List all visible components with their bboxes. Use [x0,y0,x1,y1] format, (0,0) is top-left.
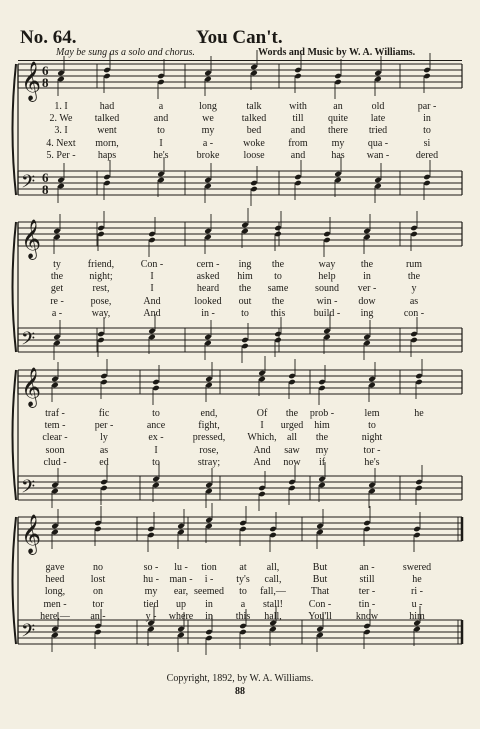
lyric-syllable: ly [100,432,108,444]
lyric-syllable: hu - [143,574,159,586]
lyric-syllable: pose, [90,295,112,307]
lyric-syllable: urged [280,420,304,432]
lyric-syllable: has [331,149,345,161]
lyric-syllable: so - [143,562,159,573]
lyric-syllable: where [168,610,194,622]
lyric-syllable: we [202,113,214,125]
lyric-syllable: tor - [363,444,381,456]
lyric-syllable: from [288,137,308,149]
lyric-syllable: no [93,562,103,573]
system-brace [13,370,17,500]
treble-clef-icon: 𝄞 [21,514,42,554]
lyric-syllable: the [360,259,374,270]
lyric-syllable: as [409,295,419,307]
bass-clef-icon: 𝄢 [21,477,36,502]
lyric-syllable: clud - [43,456,67,468]
lyric-syllable: Which, [247,432,277,444]
lyric-syllable: a [240,598,246,610]
performance-note: May be sung as a solo and chorus. [56,47,195,58]
lyric-syllable: sound [315,283,339,295]
lyric-syllable: old [371,101,385,112]
lyric-syllable: That [310,586,330,598]
lyric-syllable: morn, [95,137,119,149]
lyric-syllable: an - [90,610,106,622]
lyric-syllable: long [199,101,217,112]
lyric-syllable: y - [145,610,157,622]
lyric-syllable: in [205,610,213,622]
lyric-syllable: if [318,456,326,468]
lyric-syllable: Con - [140,259,164,270]
lyric-syllable: cern - [196,259,220,270]
lyric-syllable: i - [204,574,214,586]
lyric-syllable: in - [201,307,215,319]
lyric-syllable: night; [89,271,113,283]
time-signature-bottom: 8 [42,75,49,90]
lyric-syllable: my [201,125,215,137]
lyric-syllable: asked [196,271,220,283]
lyric-syllable: You'll [308,610,332,622]
bass-clef-icon: 𝄢 [21,172,36,197]
lyric-syllable: way, [91,307,111,319]
lyric-syllable: to [157,125,165,137]
lyric-syllable: gave [45,562,65,573]
lyric-syllable: help [318,271,336,283]
lyric-syllable: saw [284,444,300,456]
lyric-syllable: I [154,444,158,456]
lyric-syllable: fic [98,408,110,419]
lyric-syllable: stall! [263,598,283,610]
lyric-syllable: ex - [148,432,164,444]
lyric-syllable: And [253,456,271,468]
lyric-syllable: a - [51,307,63,319]
lyric-syllable: the [50,271,64,283]
lyric-syllable: stray; [197,456,221,468]
lyric-syllable: to [152,408,160,419]
lyric-syllable: 1. I [54,101,68,112]
lyric-syllable: a [158,101,164,112]
page-number: 88 [235,686,245,697]
lyric-syllable: looked [194,295,222,307]
lyric-syllable: swered [402,562,432,573]
lyric-syllable: rum [405,259,423,270]
lyric-syllable: him [314,420,330,432]
lyric-syllable: late [370,113,386,125]
lyric-syllable: con - [403,307,425,319]
lyric-syllable: fall,— [260,586,286,598]
lyric-syllable: in [363,271,371,283]
lyric-syllable: get [50,283,64,295]
lyric-syllable: par - [417,101,437,112]
lyric-syllable: ing [360,307,374,319]
lyric-syllable: I [150,283,154,295]
lyric-syllable: up [176,598,186,610]
lyric-syllable: my [315,444,329,456]
lyric-syllable: went [97,125,117,137]
lyric-syllable: to [241,307,249,319]
lyric-syllable: bed [246,125,262,137]
lyric-syllable: the [407,271,421,283]
bass-clef-icon: 𝄢 [21,329,36,354]
lyric-syllable: tin - [358,598,376,610]
lyric-syllable: 3. I [54,125,68,137]
system-brace [13,222,17,352]
bass-clef-icon: 𝄢 [21,621,36,646]
lyric-syllable: seemed [194,586,224,598]
lyric-syllable: Con - [308,598,332,610]
lyric-syllable: loose [243,149,265,161]
lyric-syllable: y [411,283,417,295]
lyric-syllable: he [412,574,422,586]
lyric-syllable: ear, [173,586,189,598]
lyric-syllable: win - [316,295,338,307]
lyric-syllable: and [290,125,306,137]
lyric-syllable: to [274,271,282,283]
lyric-syllable: heard [196,283,220,295]
lyric-syllable: and [153,113,169,125]
lyric-syllable: And [253,444,271,456]
copyright-line: Copyright, 1892, by W. A. Williams. [166,673,314,684]
lyric-syllable: I [150,271,154,283]
lyric-syllable: all, [266,562,280,573]
lyric-syllable: 2. We [49,113,73,125]
lyric-syllable: broke [196,149,220,161]
lyric-syllable: man - [169,574,193,586]
lyric-syllable: ed [99,456,109,468]
lyric-syllable: him [409,610,425,622]
lyric-syllable: ver - [357,283,377,295]
lyric-syllable: build - [313,307,341,319]
lyric-syllable: now [283,456,301,468]
lyric-syllable: tried [368,125,388,137]
lyric-syllable: ance [146,420,166,432]
lyric-syllable: And [143,307,161,319]
lyric-syllable: ter - [358,586,376,598]
lyric-syllable: with [289,101,307,112]
treble-clef-icon: 𝄞 [21,367,42,407]
lyric-syllable: dered [415,149,439,161]
system-brace [13,64,17,195]
lyric-syllable: fight, [198,420,220,432]
lyric-syllable: rest, [92,283,110,295]
lyric-syllable: lem [364,408,380,419]
lyric-syllable: tor [92,598,104,610]
lyric-syllable: I [260,420,264,432]
lyric-syllable: And [143,295,161,307]
lyric-syllable: 5. Per - [46,149,76,161]
lyric-syllable: soon [45,444,65,456]
lyric-syllable: ri - [411,586,423,598]
lyric-syllable: 4. Next [46,137,76,149]
lyric-syllable: lu - [174,562,188,573]
lyric-syllable: si [423,137,431,149]
lyric-syllable: hall, [264,610,282,622]
lyric-syllable: he [414,408,424,419]
lyric-syllable: he's [153,149,169,161]
lyric-syllable: at [239,562,247,573]
lyric-syllable: the [238,283,252,295]
lyric-syllable: to [368,420,376,432]
lyric-syllable: I [159,137,163,149]
lyric-syllable: in [423,113,431,125]
lyric-syllable: per - [94,420,114,432]
lyric-syllable: here,— [40,610,70,622]
lyric-syllable: ty's [236,574,250,586]
lyric-syllable: But [312,574,328,586]
lyric-syllable: clear - [42,432,68,444]
lyric-syllable: But [312,562,328,573]
lyric-syllable: this [270,307,286,319]
lyric-syllable: the [271,295,285,307]
lyric-syllable: way [318,259,336,270]
lyric-syllable: an [333,101,343,112]
lyric-syllable: night [361,432,383,444]
lyric-syllable: pressed, [192,432,226,444]
lyric-syllable: ty [53,259,61,270]
lyric-syllable: dow [358,295,376,307]
lyric-syllable: on [93,586,103,598]
lyric-syllable: woke [243,137,265,149]
lyric-syllable: a - [202,137,214,149]
lyric-syllable: out [238,295,252,307]
lyric-syllable: know [355,610,379,622]
lyric-syllable: tem - [44,420,66,432]
treble-clef-icon: 𝄞 [21,219,42,259]
lyric-syllable: and [290,149,306,161]
lyric-syllable: tied [143,598,159,610]
lyric-syllable: my [144,586,158,598]
lyric-syllable: traf - [45,408,65,419]
lyric-syllable: end, [200,408,218,419]
lyric-syllable: haps [97,149,117,161]
lyric-syllable: lost [90,574,106,586]
time-signature-top: 6 [42,170,49,185]
lyric-syllable: my [331,137,345,149]
lyric-syllable: long, [44,586,66,598]
system-brace [13,517,17,644]
lyric-syllable: there [328,125,348,137]
lyric-syllable: wan - [366,149,390,161]
lyric-syllable: heed [45,574,65,586]
lyric-syllable: this [235,610,251,622]
lyric-syllable: the [271,259,285,270]
lyric-syllable: prob - [309,408,335,419]
lyric-syllable: to [423,125,431,137]
lyric-syllable: call, [264,574,282,586]
hymn-title: You Can't. [196,27,283,48]
lyric-syllable: an - [359,562,375,573]
lyric-syllable: as [99,444,109,456]
lyric-syllable: had [99,101,115,112]
lyric-syllable: Of [256,408,268,419]
time-signature-bottom: 8 [42,182,49,197]
lyric-syllable: talked [241,113,267,125]
lyric-syllable: still [359,574,375,586]
lyric-syllable: u - [411,598,423,610]
lyric-syllable: tion [201,562,217,573]
lyric-syllable: friend, [87,259,115,270]
lyric-syllable: the [315,432,329,444]
lyric-syllable: quite [328,113,348,125]
lyric-syllable: re - [50,295,64,307]
author-credit: Words and Music by W. A. Williams. [258,47,416,58]
lyric-syllable: men - [43,598,67,610]
lyric-syllable: till [292,113,304,125]
treble-clef-icon: 𝄞 [21,61,42,101]
lyric-syllable: the [285,408,299,419]
hymn-number: No. 64. [20,27,77,48]
lyric-syllable: qua - [367,137,389,149]
lyric-syllable: to [239,586,247,598]
lyric-syllable: in [205,598,213,610]
lyric-syllable: him [237,271,253,283]
lyric-syllable: talked [94,113,120,125]
lyric-syllable: ing [238,259,252,270]
lyric-syllable: rose, [199,444,219,456]
lyric-syllable: talk [246,101,262,112]
lyric-syllable: he's [364,456,380,468]
lyric-syllable: to [152,456,160,468]
lyric-syllable: all [287,432,297,444]
lyric-syllable: same [267,283,289,295]
time-signature-top: 6 [42,63,49,78]
